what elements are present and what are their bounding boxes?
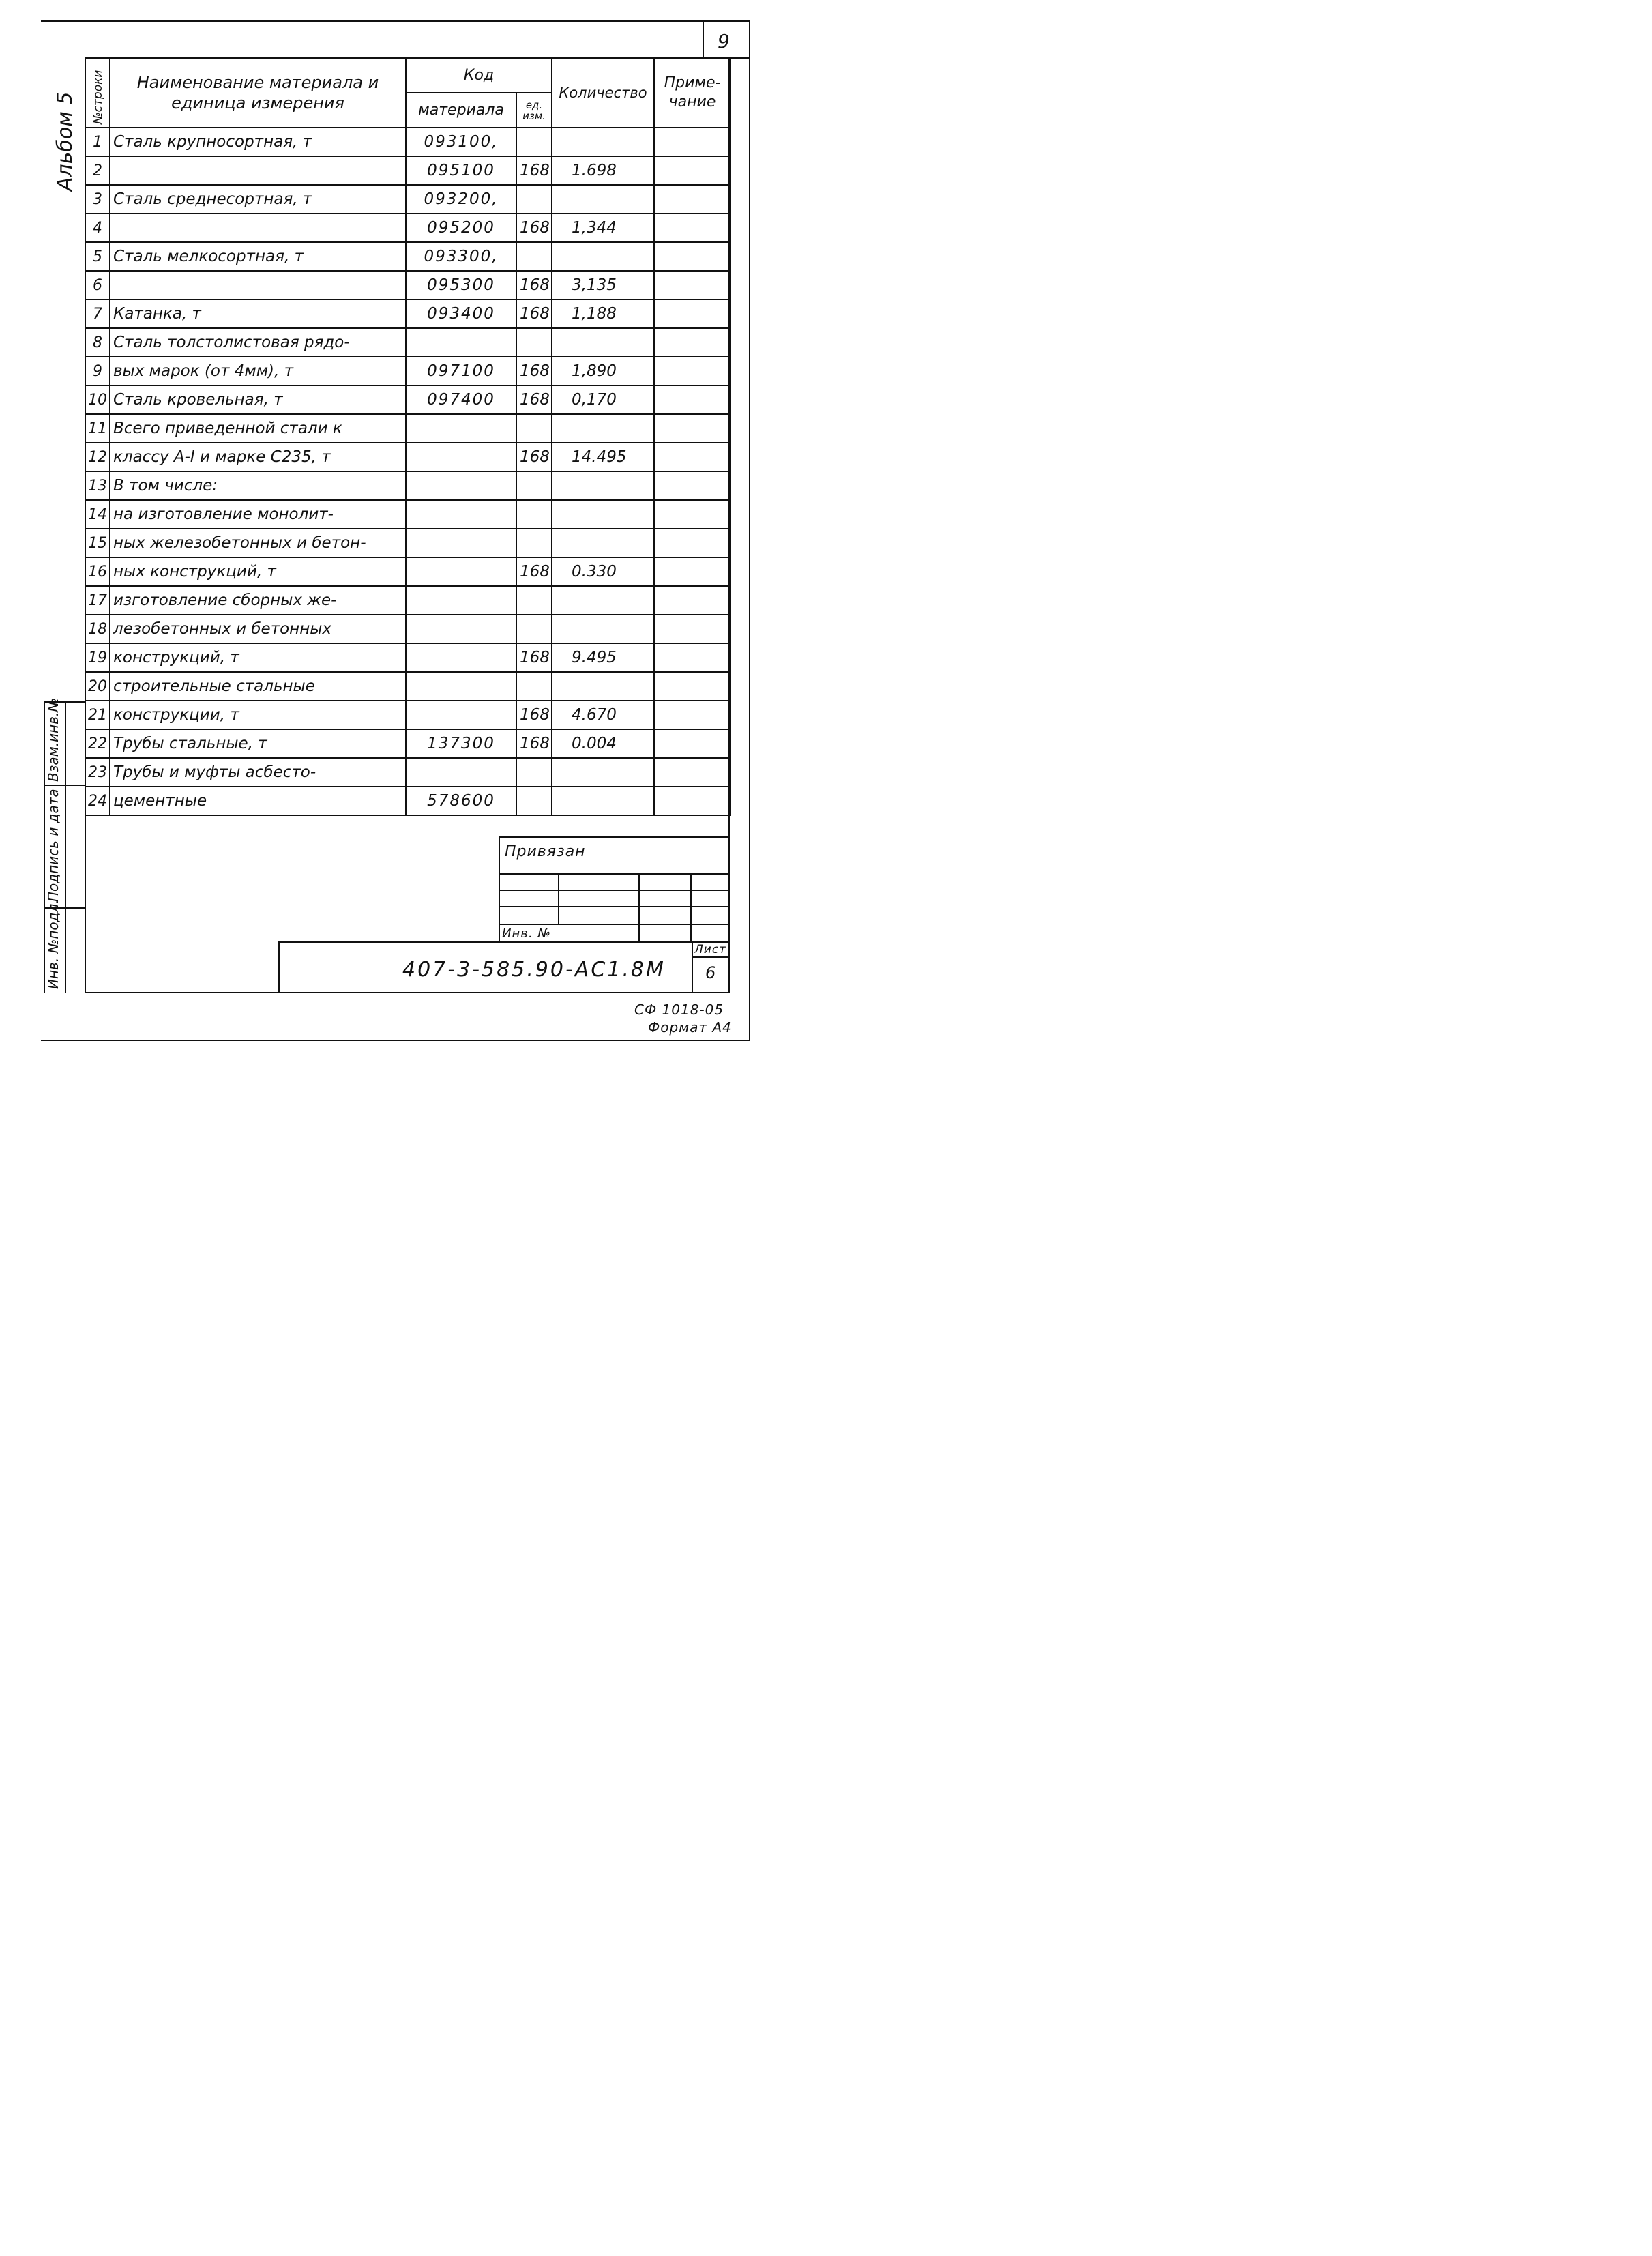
row-unit-code: 168 (516, 156, 552, 185)
format-label: Формат А4 (648, 1019, 732, 1036)
row-unit-code: 168 (516, 443, 552, 471)
row-material-code (406, 443, 516, 471)
table-row (85, 758, 731, 787)
row-note (654, 214, 731, 242)
table-row (85, 328, 731, 357)
row-number: 12 (85, 443, 110, 471)
row-material-code (406, 529, 516, 557)
row-name: Сталь среднесортная, т (110, 185, 406, 214)
row-material-code (406, 672, 516, 701)
row-note (654, 500, 731, 529)
row-quantity: 1,344 (552, 214, 654, 242)
row-note (654, 128, 731, 156)
table-row (85, 414, 731, 443)
row-note (654, 729, 731, 758)
table-row (85, 701, 731, 729)
table-row (85, 557, 731, 586)
row-unit-code (516, 500, 552, 529)
col-header-note (654, 58, 731, 128)
row-note (654, 242, 731, 271)
row-material-code (406, 615, 516, 643)
side-stamp-inv-orig: Инв. №подл. (45, 899, 61, 989)
row-material-code (406, 500, 516, 529)
row-name: строительные стальные (110, 672, 406, 701)
row-note (654, 414, 731, 443)
row-note (654, 271, 731, 299)
row-unit-code: 168 (516, 385, 552, 414)
row-unit-code: 168 (516, 299, 552, 328)
row-name: Всего приведенной стали к (110, 414, 406, 443)
stamp-col1 (558, 873, 559, 924)
row-unit-code: 168 (516, 214, 552, 242)
row-quantity (552, 615, 654, 643)
row-quantity: 3,135 (552, 271, 654, 299)
row-name: Катанка, т (110, 299, 406, 328)
row-name (110, 156, 406, 185)
table-row (85, 586, 731, 615)
col-header-row-no (85, 58, 110, 128)
row-material-code (406, 701, 516, 729)
table-row (85, 500, 731, 529)
row-unit-code (516, 672, 552, 701)
row-number: 9 (85, 357, 110, 385)
row-unit-code (516, 242, 552, 271)
row-quantity (552, 242, 654, 271)
col-header-quantity: Количество (552, 58, 654, 128)
stamp-row3 (499, 906, 730, 907)
row-name: Сталь крупносортная, т (110, 128, 406, 156)
row-unit-code (516, 529, 552, 557)
row-quantity (552, 586, 654, 615)
row-note (654, 185, 731, 214)
col-header-unit: ед. изм. (516, 93, 552, 128)
row-material-code: 093300, (406, 242, 516, 271)
row-quantity: 0.004 (552, 729, 654, 758)
row-quantity: 1,890 (552, 357, 654, 385)
stamp-inv-no: Инв. № (502, 926, 552, 941)
page-number: 9 (718, 30, 731, 53)
row-material-code: 093100, (406, 128, 516, 156)
row-number: 16 (85, 557, 110, 586)
top-border-line (41, 20, 750, 22)
row-name: ных железобетонных и бетон- (110, 529, 406, 557)
row-unit-code (516, 586, 552, 615)
row-quantity (552, 529, 654, 557)
row-name: конструкции, т (110, 701, 406, 729)
title-block-sheet-mid (692, 956, 730, 958)
row-material-code: 097100 (406, 357, 516, 385)
row-quantity (552, 758, 654, 787)
col-header-row-no-label: №строки (91, 70, 105, 124)
col-header-material: материала (406, 93, 516, 128)
row-number: 14 (85, 500, 110, 529)
row-quantity (552, 128, 654, 156)
row-number: 20 (85, 672, 110, 701)
right-border-line (749, 20, 750, 1041)
row-number: 18 (85, 615, 110, 643)
title-block-left (278, 941, 280, 993)
row-material-code: 095200 (406, 214, 516, 242)
row-unit-code: 168 (516, 557, 552, 586)
side-stamp-sign-date: Подпись и дата (45, 789, 61, 902)
row-quantity: 0,170 (552, 385, 654, 414)
col-header-name-label: Наименование материала и единица измерения (136, 73, 379, 113)
stamp-linked-label: Привязан (505, 843, 586, 860)
row-quantity (552, 471, 654, 500)
row-note (654, 557, 731, 586)
row-quantity: 1.698 (552, 156, 654, 185)
row-material-code (406, 414, 516, 443)
row-name: ных конструкций, т (110, 557, 406, 586)
row-material-code: 097400 (406, 385, 516, 414)
row-name: изготовление сборных же- (110, 586, 406, 615)
table-row (85, 185, 731, 214)
row-quantity (552, 185, 654, 214)
doc-code: 407-3-585.90-АС1.8М (402, 958, 666, 982)
table-row (85, 471, 731, 500)
stamp-col3 (690, 873, 692, 941)
row-name: классу А-I и марке С235, т (110, 443, 406, 471)
album-label: Альбом 5 (53, 91, 77, 191)
row-name (110, 271, 406, 299)
row-number: 22 (85, 729, 110, 758)
row-material-code (406, 328, 516, 357)
title-block-sheet-sep (692, 941, 693, 993)
row-name: Сталь кровельная, т (110, 385, 406, 414)
row-quantity: 14.495 (552, 443, 654, 471)
row-material-code (406, 586, 516, 615)
row-quantity (552, 672, 654, 701)
col-header-note-label: Приме-чание (664, 74, 721, 111)
row-unit-code (516, 328, 552, 357)
row-quantity (552, 787, 654, 815)
row-note (654, 357, 731, 385)
stamp-row2 (499, 890, 730, 891)
row-quantity: 9.495 (552, 643, 654, 672)
row-name: вых марок (от 4мм), т (110, 357, 406, 385)
row-number: 6 (85, 271, 110, 299)
row-name: лезобетонных и бетонных (110, 615, 406, 643)
row-name: Трубы стальные, т (110, 729, 406, 758)
row-number: 11 (85, 414, 110, 443)
row-material-code (406, 557, 516, 586)
row-number: 24 (85, 787, 110, 815)
row-name: на изготовление монолит- (110, 500, 406, 529)
sheet-number: 6 (705, 963, 717, 982)
row-material-code: 137300 (406, 729, 516, 758)
row-unit-code: 168 (516, 357, 552, 385)
row-number: 7 (85, 299, 110, 328)
side-stamp-div1 (44, 785, 86, 786)
row-unit-code: 168 (516, 271, 552, 299)
row-unit-code (516, 758, 552, 787)
table-row (85, 529, 731, 557)
row-name: цементные (110, 787, 406, 815)
row-number: 19 (85, 643, 110, 672)
row-material-code (406, 758, 516, 787)
row-unit-code (516, 185, 552, 214)
stamp-top (499, 836, 730, 838)
table-row (85, 128, 731, 156)
table-row (85, 271, 731, 299)
material-spec-table (85, 57, 731, 816)
row-number: 3 (85, 185, 110, 214)
stamp-row1 (499, 873, 730, 875)
row-name (110, 214, 406, 242)
table-row (85, 214, 731, 242)
row-quantity: 0.330 (552, 557, 654, 586)
row-unit-code (516, 128, 552, 156)
spec-table-body (85, 128, 731, 815)
row-unit-code (516, 787, 552, 815)
row-number: 21 (85, 701, 110, 729)
row-name: Сталь мелкосортная, т (110, 242, 406, 271)
row-unit-code (516, 471, 552, 500)
row-quantity (552, 328, 654, 357)
bottom-border-line (41, 1040, 750, 1041)
col-header-code: Код (406, 58, 552, 93)
row-number: 23 (85, 758, 110, 787)
row-number: 10 (85, 385, 110, 414)
table-row (85, 643, 731, 672)
row-note (654, 758, 731, 787)
row-number: 1 (85, 128, 110, 156)
table-row (85, 672, 731, 701)
row-quantity (552, 500, 654, 529)
row-name: конструкций, т (110, 643, 406, 672)
row-note (654, 672, 731, 701)
row-material-code (406, 643, 516, 672)
row-note (654, 701, 731, 729)
table-row (85, 443, 731, 471)
row-unit-code: 168 (516, 701, 552, 729)
row-unit-code: 168 (516, 729, 552, 758)
row-material-code: 095100 (406, 156, 516, 185)
row-material-code: 095300 (406, 271, 516, 299)
table-row (85, 242, 731, 271)
row-note (654, 643, 731, 672)
table-row (85, 299, 731, 328)
row-number: 5 (85, 242, 110, 271)
side-stamp-replace-inv: Взам.инв.№ (45, 697, 61, 782)
row-unit-code: 168 (516, 643, 552, 672)
row-note (654, 615, 731, 643)
row-note (654, 787, 731, 815)
row-note (654, 156, 731, 185)
row-material-code: 578600 (406, 787, 516, 815)
bottom-frame-line (85, 992, 730, 993)
row-note (654, 529, 731, 557)
table-row (85, 385, 731, 414)
row-note (654, 471, 731, 500)
row-number: 13 (85, 471, 110, 500)
row-number: 17 (85, 586, 110, 615)
table-row (85, 357, 731, 385)
title-block-top (278, 941, 730, 943)
side-stamp-sep1 (65, 701, 66, 993)
table-row (85, 787, 731, 815)
row-note (654, 328, 731, 357)
row-material-code: 093200, (406, 185, 516, 214)
col-header-name (110, 58, 406, 128)
footer-code: СФ 1018-05 (634, 1001, 724, 1018)
row-material-code: 093400 (406, 299, 516, 328)
row-note (654, 586, 731, 615)
row-number: 2 (85, 156, 110, 185)
page-number-box-left (703, 20, 704, 57)
row-quantity (552, 414, 654, 443)
row-note (654, 385, 731, 414)
row-note (654, 299, 731, 328)
row-number: 8 (85, 328, 110, 357)
row-material-code (406, 471, 516, 500)
row-number: 4 (85, 214, 110, 242)
row-number: 15 (85, 529, 110, 557)
row-quantity: 1,188 (552, 299, 654, 328)
row-name: Сталь толстолистовая рядо- (110, 328, 406, 357)
row-unit-code (516, 615, 552, 643)
row-note (654, 443, 731, 471)
row-unit-code (516, 414, 552, 443)
table-row (85, 615, 731, 643)
stamp-row4 (499, 924, 730, 925)
table-row (85, 729, 731, 758)
sheet-label: Лист (694, 943, 727, 956)
stamp-col2 (638, 873, 640, 941)
row-quantity: 4.670 (552, 701, 654, 729)
row-name: Трубы и муфты асбесто- (110, 758, 406, 787)
table-row (85, 156, 731, 185)
row-name: В том числе: (110, 471, 406, 500)
